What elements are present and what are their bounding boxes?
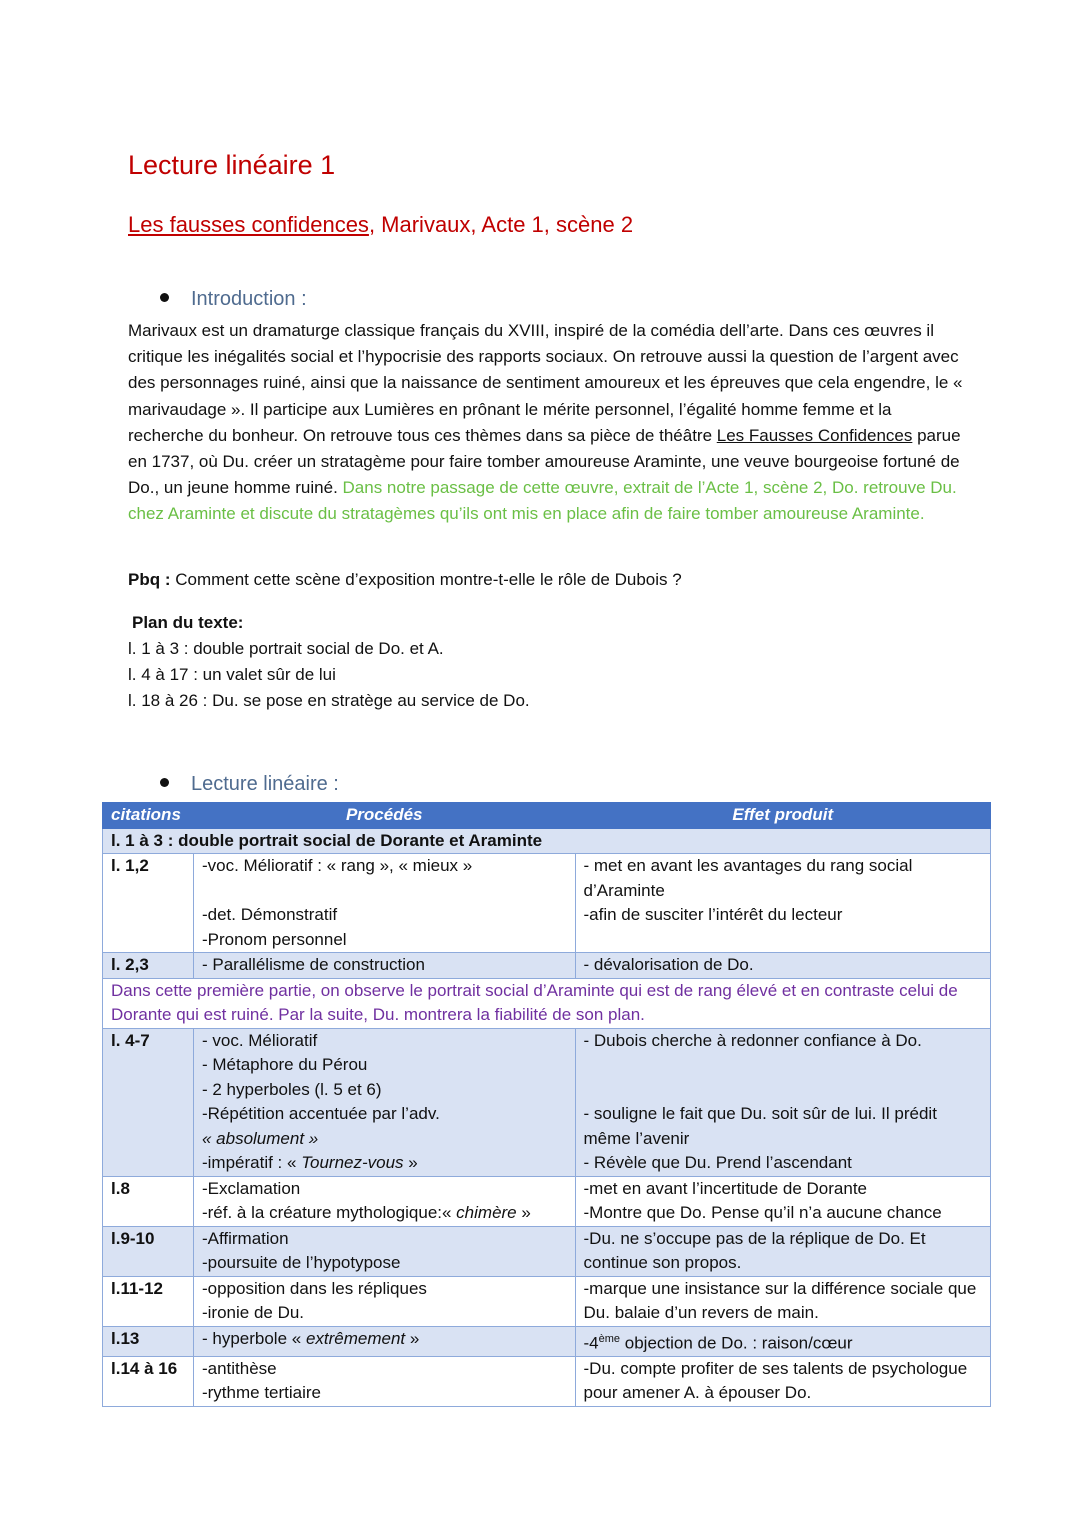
procede-line: -Répétition accentuée par l’adv. (201, 1104, 440, 1123)
effet-cell: - dévalorisation de Do. (575, 953, 990, 979)
table-row (103, 953, 991, 979)
effet-line: - souligne le fait que Du. soit sûr de lui. Il prédit même l’avenir (583, 1104, 937, 1148)
procedes-cell (193, 1326, 575, 1356)
procedes-cell (193, 854, 575, 953)
effet-cell: -Du. ne s’occupe pas de la réplique de Do. Et continue son propos. (575, 1226, 990, 1276)
effet-text: -4 (583, 1333, 599, 1353)
effet-cell (575, 1176, 990, 1226)
effet-line: -Montre que Do. Pense qu’il n’a aucune chance (583, 1203, 942, 1222)
section-row (103, 828, 991, 854)
intro-part2: parue en 1737, où Du. créer un stratagème pour faire tomber amoureuse Araminte, une veuve bourgeoise fortuné de Do., un jeune homme ruiné. (128, 425, 961, 498)
procedes-cell (193, 1028, 575, 1176)
procede-line (202, 1151, 567, 1176)
procedes-cell (193, 1356, 575, 1406)
pbq-text: Comment cette scène d’exposition montre-t-elle le rôle de Dubois ? (170, 570, 682, 589)
citation-cell: l.13 (103, 1326, 194, 1356)
table-header-row (103, 803, 991, 829)
effet-superscript: ème (598, 1332, 621, 1345)
procede-text: » (403, 1153, 418, 1172)
section-title: l. 1 à 3 : double portrait social de Dorante et Araminte (103, 828, 991, 854)
subtitle-rest: , Marivaux, Acte 1, scène 2 (368, 212, 634, 237)
plan-item: l. 4 à 17 : un valet sûr de lui (128, 665, 336, 684)
procede-text: » (405, 1328, 420, 1348)
procedes-cell (193, 1176, 575, 1226)
procede-text: -impératif : « (201, 1153, 302, 1172)
page-title: Lecture linéaire 1 (128, 150, 336, 180)
subtitle (128, 212, 633, 238)
procede-line: -antithèse (201, 1358, 277, 1378)
table-row (103, 1226, 991, 1276)
procede-line: -Pronom personnel (201, 929, 347, 949)
header-procedes: Procédés (193, 803, 575, 829)
procede-quote: Tournez-vous (301, 1153, 404, 1172)
procede-line: -poursuite de l’hypotypose (201, 1253, 401, 1272)
lecture-heading-label: Lecture linéaire : (191, 773, 339, 795)
procedes-cell (193, 1276, 575, 1326)
effet-line: -afin de susciter l’intérêt du lecteur (583, 905, 843, 924)
lecture-heading (160, 773, 339, 796)
analysis-table (102, 802, 991, 1407)
procede-line: « absolument » (201, 1128, 319, 1148)
procede-text: -réf. à la créature mythologique:« (201, 1203, 457, 1222)
procede-line: - 2 hyperboles (l. 5 et 6) (201, 1079, 382, 1099)
problematique (128, 570, 682, 590)
effet-text: objection de Do. : raison/cœur (620, 1333, 853, 1353)
bullet-icon (160, 778, 169, 787)
header-citations: citations (103, 803, 194, 829)
plan-item: l. 1 à 3 : double portrait social de Do. et A. (128, 639, 444, 658)
bullet-icon (160, 293, 169, 302)
procede-line: - Métaphore du Pérou (201, 1055, 368, 1074)
procede-quote: extrêmement (305, 1328, 406, 1348)
procede-line: -rythme tertiaire (201, 1383, 322, 1403)
effet-line: - Dubois cherche à redonner confiance à Do. (583, 1030, 922, 1050)
procede-line: -det. Démonstratif (201, 905, 338, 924)
citation-cell: l. 2,3 (103, 953, 194, 979)
table-row (103, 1176, 991, 1226)
subtitle-work: Les fausses confidences (128, 212, 369, 237)
intro-extract-note: Dans notre passage de cette œuvre, extrait de l’Acte 1, scène 2, Do. retrouve Du. chez Araminte et discute du stratagèmes qu’ils ont mis en place afin de faire tomber amoureuse Araminte. (128, 478, 957, 524)
table-row (103, 1326, 991, 1356)
summary-note: Dans cette première partie, on observe le portrait social d’Araminte qui est de rang élevé et en contraste celui de Dorante qui est ruiné. Par la suite, Du. montrera la fiabilité de son plan. (103, 978, 991, 1028)
effet-line: - met en avant les avantages du rang social d’Araminte (583, 856, 913, 900)
table-row (103, 1356, 991, 1406)
table-row (103, 1028, 991, 1176)
plan-heading: Plan du texte: (132, 613, 244, 632)
procede-line: -ironie de Du. (201, 1303, 305, 1322)
procede-line: -voc. Mélioratif : « rang », « mieux » (201, 856, 473, 875)
header-effet: Effet produit (575, 803, 990, 829)
procede-quote: chimère (456, 1203, 517, 1222)
citation-cell: l. 1,2 (103, 854, 194, 953)
introduction-heading (160, 288, 307, 311)
plan-item: l. 18 à 26 : Du. se pose en stratège au service de Do. (128, 691, 530, 710)
pbq-label: Pbq : (128, 570, 171, 589)
citation-cell: l.9-10 (103, 1226, 194, 1276)
citation-cell: l.11-12 (103, 1276, 194, 1326)
procede-text: » (516, 1203, 531, 1222)
procede-line: -Affirmation (201, 1228, 289, 1248)
effet-line: -met en avant l’incertitude de Dorante (583, 1178, 868, 1198)
effet-cell (575, 1326, 990, 1356)
citation-cell: l.8 (103, 1176, 194, 1226)
intro-part1: Marivaux est un dramaturge classique français du XVIII, inspiré de la comédia dell’arte. Dans ces œuvres il critique les inégalités social et l’hypocrisie des rapports sociaux. On retrouve aussi la question de l’argent avec des personnages ruiné, ainsi que la naissance de sentiment amoureux et les épreuves que cela engendre, le « marivaudage ». Il participe aux Lumières en prônant le mérite personnel, l’égalité homme femme et la recherche du bonheur. On retrouve tous ces thèmes dans sa pièce de théâtre (128, 321, 963, 445)
effet-cell (575, 854, 990, 953)
introduction-paragraph (128, 318, 968, 528)
citation-cell: l. 4-7 (103, 1028, 194, 1176)
table-row (103, 854, 991, 953)
introduction-heading-label: Introduction : (191, 288, 307, 310)
table-row (103, 1276, 991, 1326)
intro-work-title: Les Fausses Confidences (716, 425, 913, 445)
citation-cell: l.14 à 16 (103, 1356, 194, 1406)
procedes-cell: - Parallélisme de construction (193, 953, 575, 979)
procede-line: -Exclamation (201, 1178, 301, 1198)
effet-cell (575, 1028, 990, 1176)
summary-row (103, 978, 991, 1028)
effet-cell: -Du. compte profiter de ses talents de psychologue pour amener A. à épouser Do. (575, 1356, 990, 1406)
procede-line (202, 1201, 567, 1226)
procede-line: -opposition dans les répliques (201, 1278, 427, 1298)
procede-line: - voc. Mélioratif (201, 1030, 318, 1050)
procedes-cell (193, 1226, 575, 1276)
plan (128, 610, 530, 714)
effet-cell: -marque une insistance sur la différence sociale que Du. balaie d’un revers de main. (575, 1276, 990, 1326)
effet-line: - Révèle que Du. Prend l’ascendant (583, 1153, 852, 1172)
procede-text: - hyperbole « (201, 1328, 306, 1348)
